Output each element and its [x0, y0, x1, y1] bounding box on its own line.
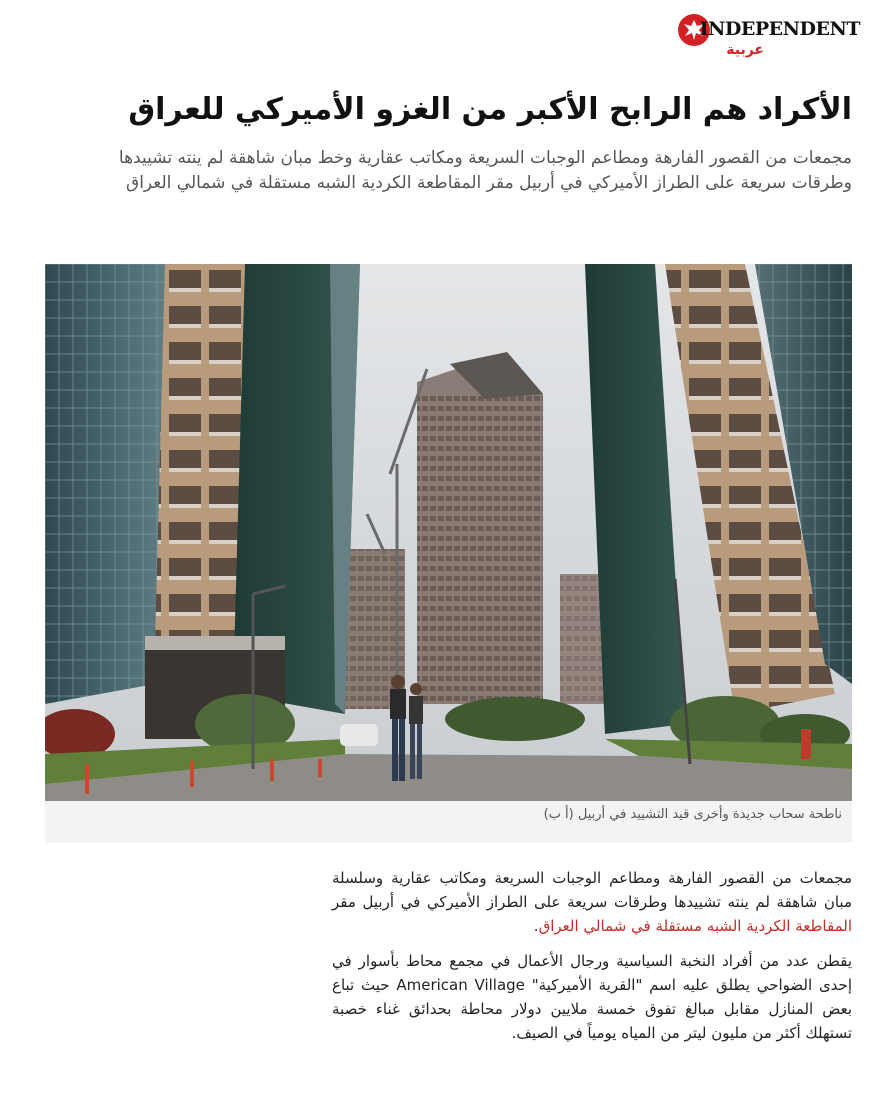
- image-caption-box: [45, 801, 852, 843]
- paragraph-1-text: مجمعات من القصور الفارهة ومطاعم الوجبات السريعة ومكاتب عقارية وسلسلة مبان شاهقة لم ينته تشييدها وطرقات سريعة على الطراز الأميركي في أربيل مقر: [332, 869, 852, 911]
- site-logo[interactable]: [676, 12, 860, 64]
- article-title: الأكراد هم الرابح الأكبر من الغزو الأميركي للعراق: [128, 92, 852, 127]
- article-paragraph-1: [332, 866, 852, 938]
- image-caption: ناطحة سحاب جديدة وأخرى قيد التشييد في أربيل (أ ب): [543, 807, 842, 822]
- paragraph-1-end: .: [533, 917, 539, 935]
- article-paragraph-2: يقطن عدد من أفراد النخبة السياسية ورجال الأعمال في مجمع محاط بأسوار في إحدى الضواحي يطلق عليه اسم "القرية الأميركية" American Village حيث تباع بعض المنازل مقابل مبالغ تفوق خمسة ملايين دولار محاطة بحدائق غناء خصبة تستهلك أكثر من مليون ليتر من المياه يومياً في الصيف.: [332, 952, 852, 1042]
- kurdistan-region-link[interactable]: المقاطعة الكردية الشبه مستقلة في شمالي العراق: [538, 917, 852, 935]
- article-subtitle: مجمعات من القصور الفارهة ومطاعم الوجبات السريعة ومكاتب عقارية وخط مبان شاهقة لم ينته تشييدها وطرقات سريعة على الطراز الأميركي في أربيل مقر المقاطعة الكردية الشبه مستقلة في شمالي العراق: [118, 148, 852, 193]
- logo-subtitle-red: عربية: [726, 42, 764, 58]
- article-photo: [45, 264, 852, 801]
- logo-subtitle: [726, 42, 764, 58]
- erbil-towers-photo: [45, 264, 852, 801]
- logo-wordmark: INDEPENDENT: [699, 18, 860, 40]
